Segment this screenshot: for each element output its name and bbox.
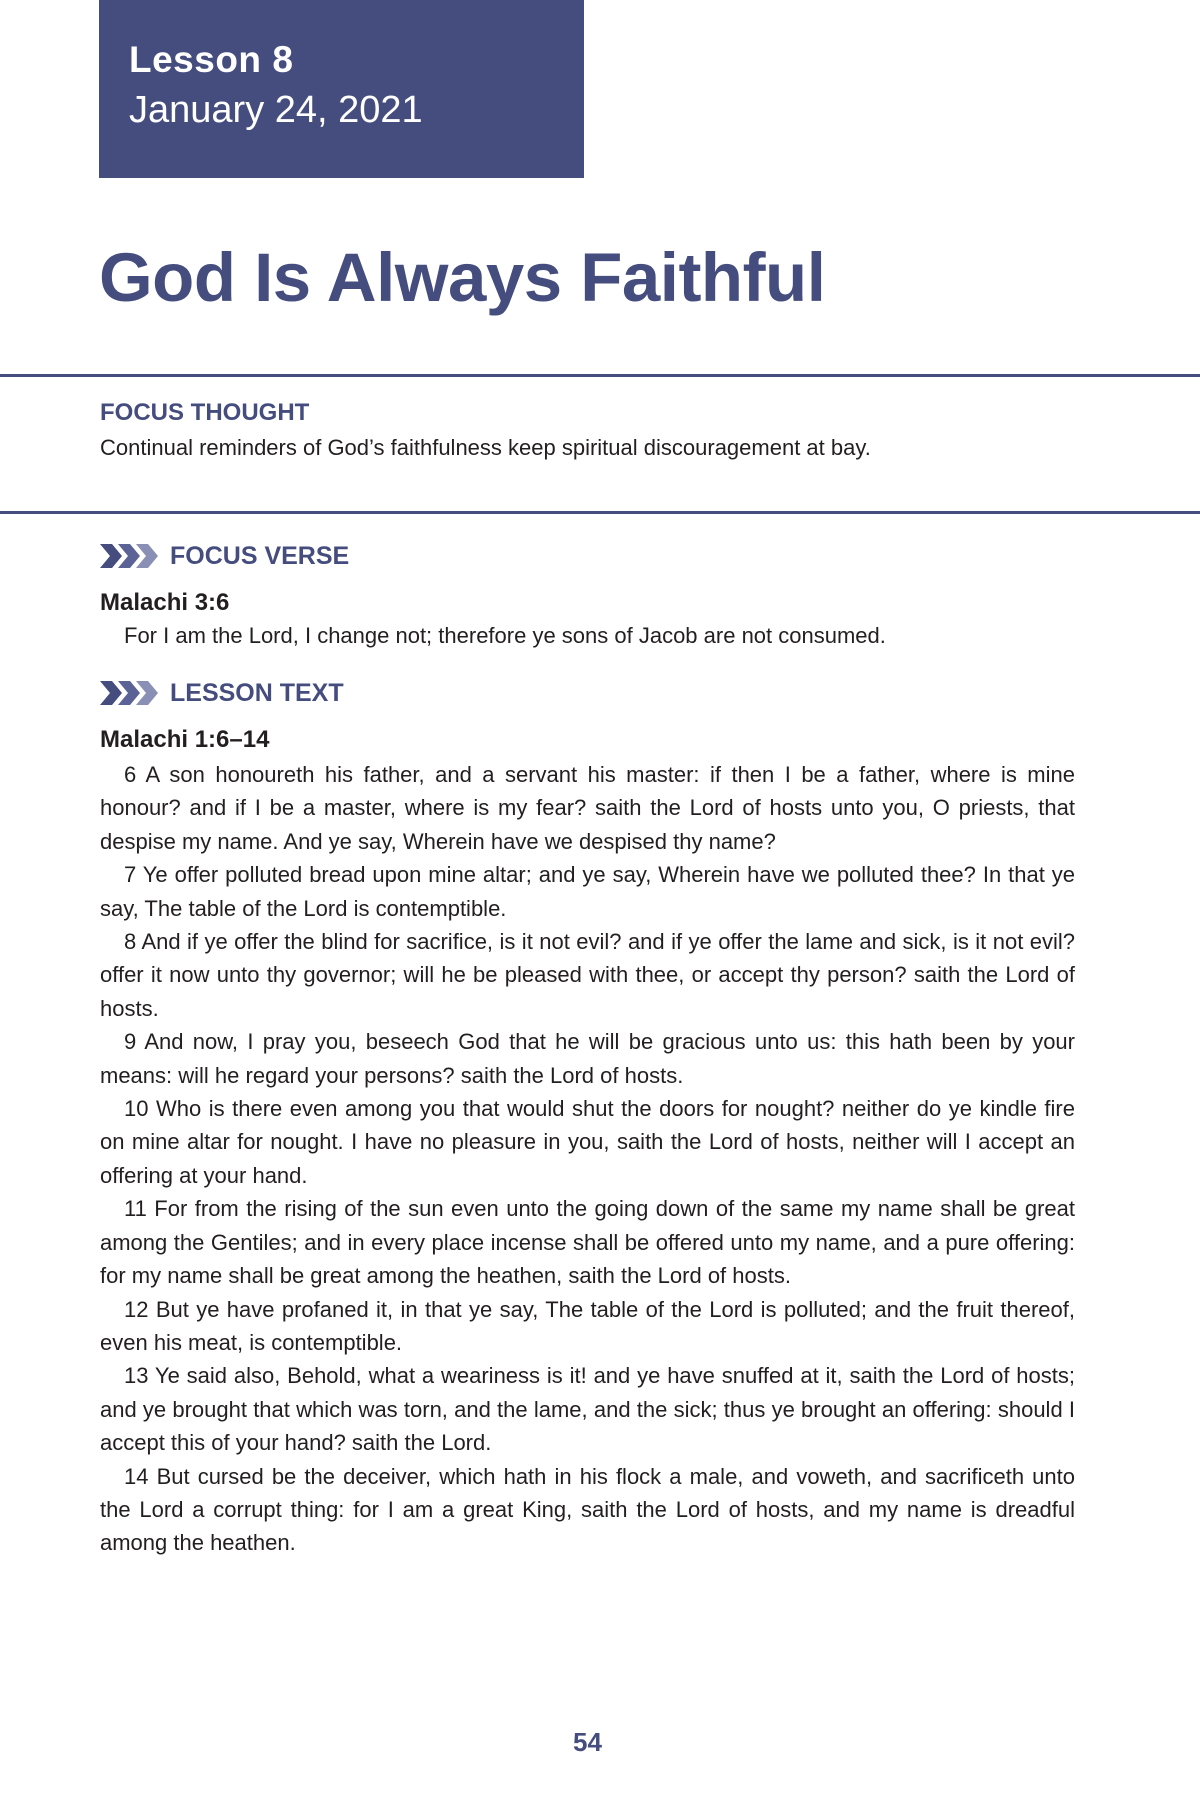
lesson-text-header [100, 677, 344, 709]
lesson-header-box [99, 0, 584, 178]
verse: 7 Ye offer polluted bread upon mine altar; and ye say, Wherein have we polluted thee? In that ye say, The table of the Lord is contemptible. [100, 862, 1075, 921]
page-number: 54 [573, 1727, 602, 1757]
chevron-arrows-icon [100, 677, 162, 709]
focus-verse-text: For I am the Lord, I change not; therefore ye sons of Jacob are not consumed. [124, 623, 886, 648]
lesson-number: Lesson 8 [129, 39, 294, 80]
verse: 12 But ye have profaned it, in that ye say, The table of the Lord is polluted; and the fruit thereof, even his meat, is contemptible. [100, 1296, 1075, 1355]
verse: 14 But cursed be the deceiver, which hath in his flock a male, and voweth, and sacrificeth unto the Lord a corrupt thing: for I am a great King, saith the Lord of hosts, and my name is dreadful among the heathen. [100, 1463, 1075, 1556]
lesson-date: January 24, 2021 [129, 89, 423, 131]
verse: 8 And if ye offer the blind for sacrifice, is it not evil? and if ye offer the lame and sick, is it not evil? offer it now unto thy governor; will he be pleased with thee, or accept thy person? saith the Lord of hosts. [100, 929, 1075, 1021]
focus-verse-heading: FOCUS VERSE [170, 542, 350, 570]
focus-verse-reference: Malachi 3:6 [100, 589, 230, 616]
focus-verse-header [100, 540, 349, 572]
lesson-text-heading: LESSON TEXT [170, 679, 344, 707]
chevron-arrows-icon [100, 540, 162, 572]
verse: 9 And now, I pray you, beseech God that he will be gracious unto us: this hath been by your means: will he regard your persons? saith the Lord of hosts. [100, 1029, 1075, 1088]
divider-bottom [0, 511, 1200, 514]
lesson-text-reference: Malachi 1:6–14 [100, 726, 270, 753]
verse: 6 A son honoureth his father, and a servant his master: if then I be a father, where is mine honour? and if I be a master, where is my fear? saith the Lord of hosts unto you, O priests, that despise my name. And ye say, Wherein have we despised thy name? [100, 762, 1075, 854]
verse: 11 For from the rising of the sun even unto the going down of the same my name shall be great among the Gentiles; and in every place incense shall be offered unto my name, and a pure offering: for my name shall be great among the heathen, saith the Lord of hosts. [100, 1196, 1075, 1289]
divider-top [0, 374, 1200, 377]
verse: 13 Ye said also, Behold, what a weariness is it! and ye have snuffed at it, saith the Lord of hosts; and ye brought that which was torn, and the lame, and the sick; thus ye brought an offering: should I accept this of your hand? saith the Lord. [100, 1363, 1075, 1456]
verse: 10 Who is there even among you that would shut the doors for nought? neither do ye kindle fire on mine altar for nought. I have no pleasure in you, saith the Lord of hosts, neither will I accept an offering at your hand. [100, 1096, 1075, 1188]
focus-thought-text: Continual reminders of God’s faithfulness keep spiritual discouragement at bay. [100, 435, 871, 460]
focus-thought-heading: FOCUS THOUGHT [100, 399, 310, 426]
page-title: God Is Always Faithful [99, 239, 826, 316]
lesson-text-body [100, 758, 1075, 1560]
